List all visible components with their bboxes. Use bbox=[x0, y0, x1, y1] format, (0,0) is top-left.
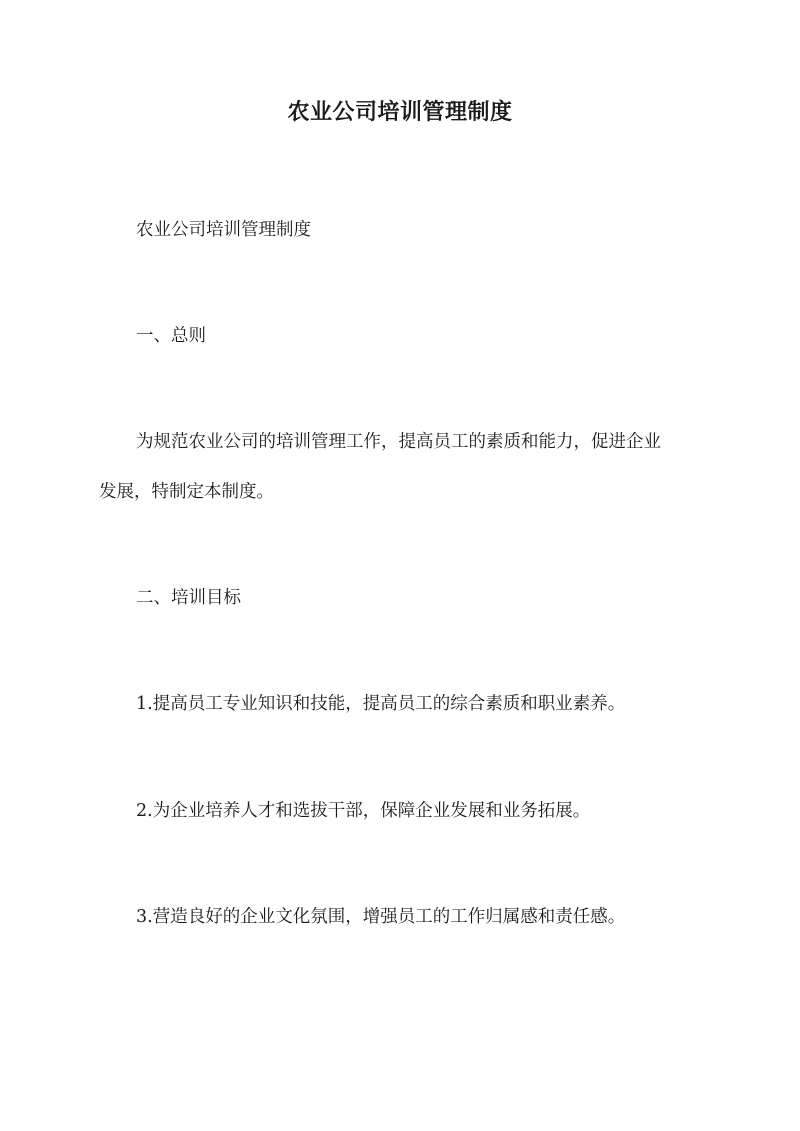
section-heading-general: 一、总则 bbox=[136, 326, 206, 346]
list-item: 3.营造良好的企业文化氛围，增强员工的工作归属感和责任感。 bbox=[136, 907, 626, 927]
paragraph-general-line-2: 发展，特制定本制度。 bbox=[99, 482, 274, 502]
section-heading-training-goals: 二、培训目标 bbox=[136, 588, 241, 608]
document-subtitle: 农业公司培训管理制度 bbox=[136, 220, 311, 240]
paragraph-general-line-1: 为规范农业公司的培训管理工作，提高员工的素质和能力，促进企业 bbox=[136, 432, 661, 452]
list-item: 1.提高员工专业知识和技能，提高员工的综合素质和职业素养。 bbox=[136, 694, 626, 714]
list-item: 2.为企业培养人才和选拔干部，保障企业发展和业务拓展。 bbox=[136, 801, 591, 821]
document-title: 农业公司培训管理制度 bbox=[287, 99, 513, 125]
